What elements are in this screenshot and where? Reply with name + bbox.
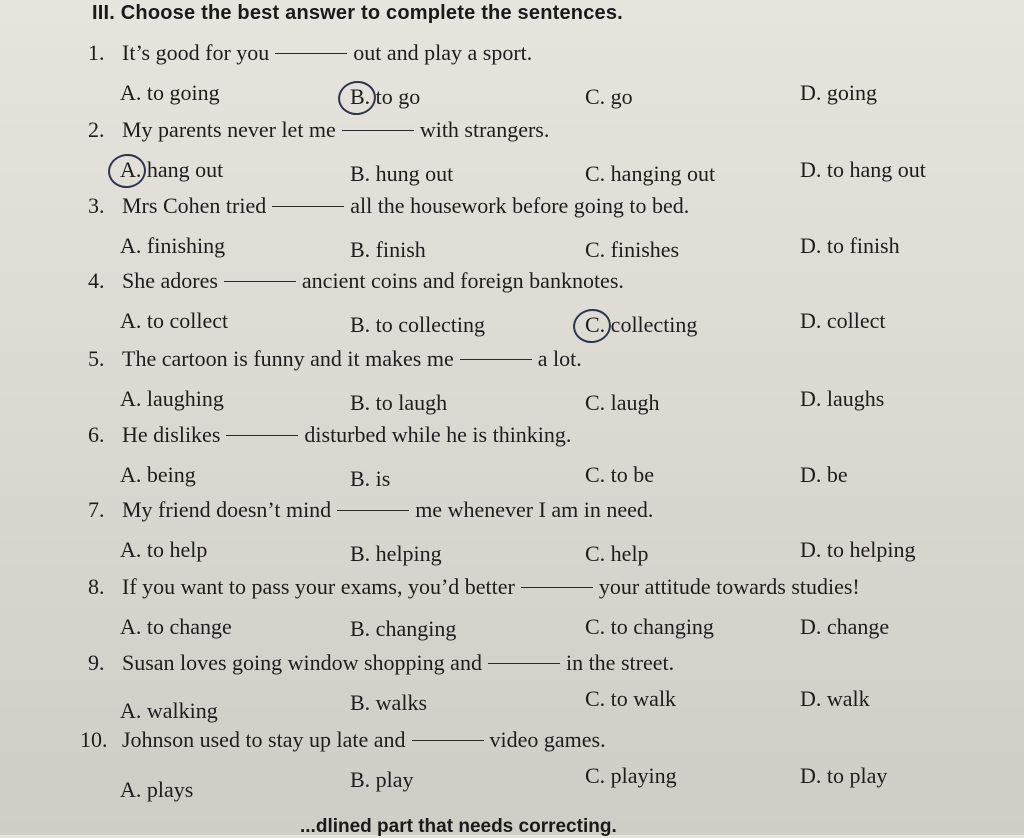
sentence-end: in the street. <box>565 650 675 675</box>
question-sentence <box>122 117 549 143</box>
answer-blank <box>342 128 414 131</box>
sentence-start: My parents never let me <box>122 117 336 142</box>
question-number: 10. <box>80 727 108 752</box>
sentence-start: He dislikes <box>122 422 221 447</box>
answer-blank <box>226 433 298 436</box>
answer-option[interactable]: B. changing <box>350 616 457 641</box>
sentence-end: your attitude towards studies! <box>598 574 860 599</box>
sentence-end: a lot. <box>537 346 582 371</box>
answer-option[interactable]: C. to be <box>585 462 655 487</box>
answer-option[interactable]: B. finish <box>350 237 426 262</box>
answer-option[interactable]: A. hang out <box>120 157 224 182</box>
question-sentence <box>122 650 674 676</box>
sentence-start: Mrs Cohen tried <box>122 193 267 218</box>
answer-option[interactable]: A. walking <box>120 698 218 723</box>
question-sentence <box>122 727 606 753</box>
answer-option[interactable]: D. change <box>800 614 890 639</box>
answer-option[interactable]: C. finishes <box>585 237 680 262</box>
answer-blank <box>275 51 347 54</box>
answer-option[interactable]: C. to walk <box>585 686 677 711</box>
sentence-start: If you want to pass your exams, you’d better <box>122 574 515 599</box>
answer-option[interactable]: B. to collecting <box>350 312 486 337</box>
answer-option[interactable]: D. laughs <box>800 386 885 411</box>
next-section-heading-partial: ...dlined part that needs correcting. <box>300 816 617 837</box>
question-sentence <box>122 40 532 66</box>
answer-option[interactable]: A. plays <box>120 777 194 802</box>
answer-option[interactable]: A. to collect <box>120 308 229 333</box>
question-sentence <box>122 346 582 372</box>
answer-option[interactable]: B. to go <box>350 84 421 109</box>
sentence-start: Susan loves going window shopping and <box>122 650 482 675</box>
question-sentence <box>122 574 860 600</box>
answer-blank <box>272 204 344 207</box>
sentence-end: disturbed while he is thinking. <box>304 422 572 447</box>
question-number: 1. <box>88 40 105 65</box>
answer-option[interactable]: A. to going <box>120 80 220 105</box>
answer-option[interactable]: B. hung out <box>350 161 454 186</box>
question-sentence <box>122 497 653 523</box>
answer-option[interactable]: D. going <box>800 80 877 105</box>
answer-blank <box>224 279 296 282</box>
answer-option[interactable]: D. to helping <box>800 537 916 562</box>
answer-blank <box>460 357 532 360</box>
question-number: 4. <box>88 268 105 293</box>
answer-option[interactable]: D. collect <box>800 308 886 333</box>
question-sentence <box>122 193 689 219</box>
question-sentence <box>122 268 624 294</box>
answer-option[interactable]: B. to laugh <box>350 390 448 415</box>
answer-option[interactable]: D. be <box>800 462 848 487</box>
answer-option[interactable]: A. finishing <box>120 233 226 258</box>
answer-blank <box>337 508 409 511</box>
answer-option[interactable]: C. playing <box>585 763 677 788</box>
answer-option[interactable]: B. play <box>350 767 414 792</box>
question-number: 2. <box>88 117 105 142</box>
answer-option[interactable]: B. is <box>350 466 391 491</box>
sentence-start: The cartoon is funny and it makes me <box>122 346 454 371</box>
answer-option[interactable]: A. to change <box>120 614 232 639</box>
question-number: 3. <box>88 193 105 218</box>
question-number: 6. <box>88 422 105 447</box>
sentence-end: out and play a sport. <box>353 40 533 65</box>
answer-option[interactable]: C. go <box>585 84 633 109</box>
answer-option[interactable]: D. to finish <box>800 233 900 258</box>
answer-blank <box>412 738 484 741</box>
sentence-start: My friend doesn’t mind <box>122 497 332 522</box>
answer-option[interactable]: B. walks <box>350 690 427 715</box>
sentence-end: me whenever I am in need. <box>415 497 654 522</box>
sentence-end: all the housework before going to bed. <box>350 193 690 218</box>
question-number: 7. <box>88 497 105 522</box>
answer-option[interactable]: C. collecting <box>585 312 698 337</box>
answer-option[interactable]: D. to hang out <box>800 157 926 182</box>
answer-option[interactable]: C. hanging out <box>585 161 716 186</box>
sentence-end: ancient coins and foreign banknotes. <box>301 268 624 293</box>
answer-option[interactable]: B. helping <box>350 541 442 566</box>
answer-option[interactable]: A. to help <box>120 537 208 562</box>
sentence-start: Johnson used to stay up late and <box>122 727 406 752</box>
section-heading: III. Choose the best answer to complete the sentences. <box>92 2 623 24</box>
answer-option[interactable]: D. to play <box>800 763 888 788</box>
answer-blank <box>488 661 560 664</box>
answer-option[interactable]: A. laughing <box>120 386 224 411</box>
answer-option[interactable]: C. help <box>585 541 649 566</box>
answer-blank <box>521 585 593 588</box>
sentence-start: It’s good for you <box>122 40 270 65</box>
question-number: 8. <box>88 574 105 599</box>
sentence-end: video games. <box>489 727 606 752</box>
sentence-start: She adores <box>122 268 218 293</box>
answer-option[interactable]: C. laugh <box>585 390 660 415</box>
answer-option[interactable]: D. walk <box>800 686 870 711</box>
question-number: 5. <box>88 346 105 371</box>
answer-option[interactable]: C. to changing <box>585 614 714 639</box>
question-sentence <box>122 422 571 448</box>
question-number: 9. <box>88 650 105 675</box>
sentence-end: with strangers. <box>419 117 550 142</box>
answer-option[interactable]: A. being <box>120 462 196 487</box>
